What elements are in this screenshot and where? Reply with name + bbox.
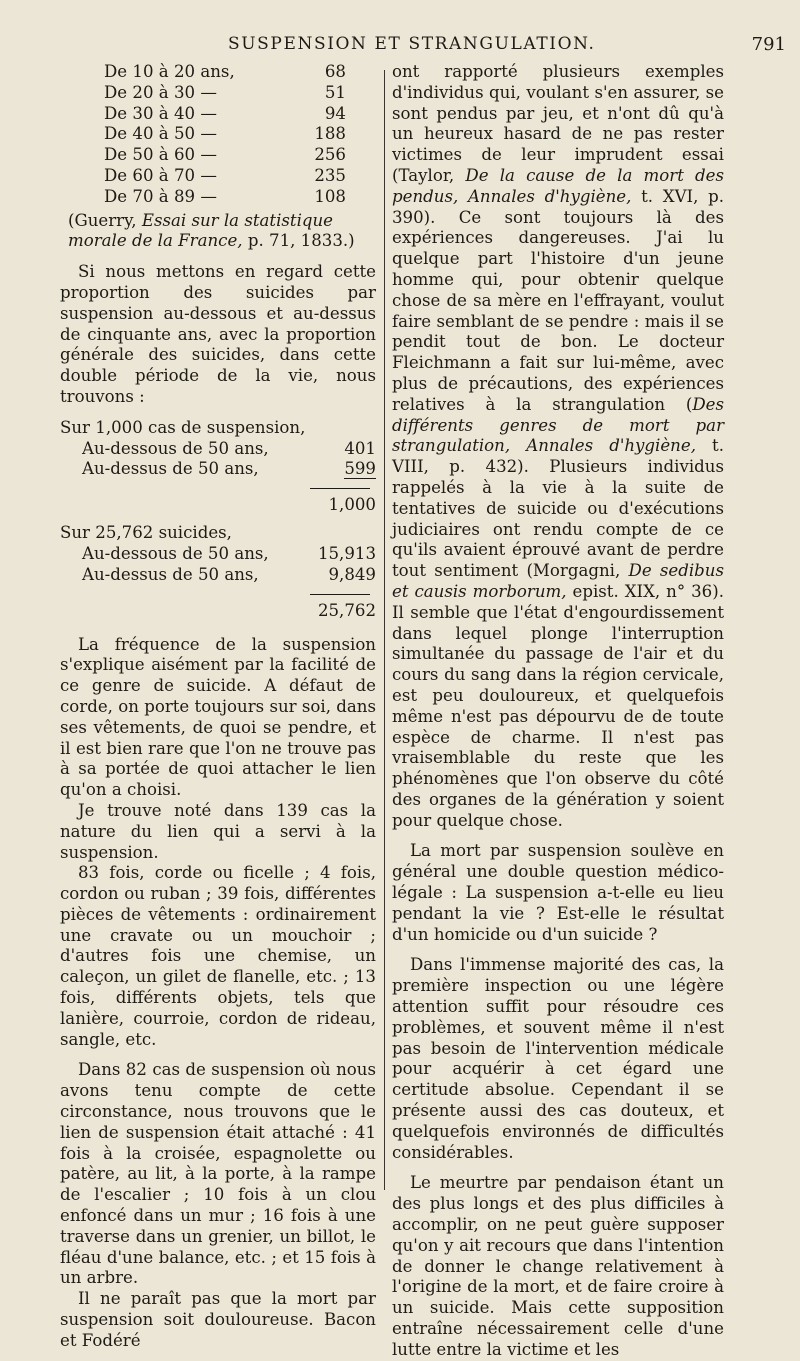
paragraph: Si nous mettons en regard cette proportion des suicides par suspension au-dessous et au-dessus de cinquante ans, avec la proportion générale des suicides, dans cette double période de la vie, nous trouvons :: [60, 262, 376, 406]
stats-suicides: [60, 523, 376, 624]
text-run: ont rapporté plusieurs exemples d'individus qui, voulant s'en assurer, se sont pendus par jeu, et n'ont dû qu'à un heureux hasard de ne pas rester victimes de leur imprudent essai (Taylor,: [392, 62, 724, 185]
running-title: SUSPENSION ET STRANGULATION.: [228, 34, 596, 54]
stats-total-row: [60, 601, 376, 625]
stats-head: [60, 418, 376, 439]
citation-ref: p. 71, 1833.): [247, 231, 355, 251]
age-row: [60, 62, 376, 83]
age-count: 235: [314, 165, 346, 185]
age-row: [60, 104, 376, 125]
age-count: 68: [324, 62, 346, 81]
stats-head: [60, 523, 376, 544]
paragraph: Dans l'immense majorité des cas, la première inspection ou une légère attention suffit pour résoudre ces problèmes, et souvent même il n'est pas besoin de l'intervention médicale pour acquérir à cet égard une certitude absolue. Cependant il se présente aussi des cas douteux, et quelquefois environnés de difficultés considérables.: [392, 955, 724, 1162]
text-run: t. XVI, p. 390). Ce sont toujours là des expériences dangereuses. J'ai lu quelque part l'histoire d'un jeune homme qui, pour obtenir quelque chose de sa mère en l'effrayant, voulut faire semblant de se pendre : mais il se pendit tout de bon. Le docteur Fleichmann a fait sur lui-même, avec plus de précautions, des expériences relatives à la strangulation (: [392, 186, 724, 414]
age-row: [60, 166, 376, 187]
age-count: 94: [324, 103, 346, 123]
stats-value: 9,849: [328, 564, 376, 584]
stats-row: [60, 565, 376, 586]
stats-label: Au-dessous de 50 ans,: [82, 543, 269, 563]
age-row: [60, 83, 376, 104]
age-count: 51: [324, 82, 346, 102]
stats-total: 25,762: [317, 600, 376, 620]
age-range: De 40 à 50 —: [104, 124, 217, 144]
stats-row: [60, 439, 376, 460]
stats-total-row: [60, 495, 376, 519]
stats-value: 401: [344, 438, 376, 458]
stats-row: [60, 459, 376, 480]
text-run: epist. XIX, n° 36). Il semble que l'état d'engourdissement dans lequel plonge l'interruption simultanée du passage de l'air et du cours du sang dans la région cervicale, est peu douloureux, et quelquefois même n'est pas dépourvu de de toute espèce de charme. Il n'est pas vraisemblable du reste que les phénomènes que l'on observe du côté des organes de la génération y soient pour quelque chose.: [392, 581, 724, 830]
stats-label: Au-dessous de 50 ans,: [82, 438, 269, 458]
paragraph: Le meurtre par pendaison étant un des plus longs et des plus difficiles à accomplir, on ne peut guère supposer qu'on y ait recours que dans l'intention de donner le change relativement à l'origine de la mort, et de faire croire à un suicide. Mais cette supposition entraîne nécessairement celle d'une lutte entre la victime et les: [392, 1173, 724, 1359]
paragraph: La fréquence de la suspension s'explique aisément par la facilité de ce genre de suicide. A défaut de corde, on porte toujours sur soi, dans ses vêtements, de quoi se pendre, et il est bien rare que l'on ne trouve pas à sa portée de quoi attacher le lien qu'on a choisi.: [60, 634, 376, 800]
age-table: [60, 62, 376, 208]
right-column: [392, 62, 724, 1361]
age-count: 188: [314, 124, 346, 144]
paragraph: [392, 62, 724, 831]
italic-title: De la cause de la mort des pendus, Annales d'hygiène,: [392, 165, 725, 206]
left-column: [60, 62, 376, 1352]
column-divider: [384, 70, 385, 1190]
age-row: [60, 187, 376, 208]
age-count: 108: [314, 186, 346, 206]
citation-author: (Guerry,: [68, 210, 137, 230]
age-row: [60, 145, 376, 166]
stats-label: Au-dessus de 50 ans,: [82, 459, 259, 479]
paragraph: La mort par suspension soulève en général une double question médico-légale : La suspension a-t-elle eu lieu pendant la vie ? Est-elle le résultat d'un homicide ou d'un suicide ?: [392, 841, 724, 944]
stats-head-label: Sur 1,000 cas de suspension,: [60, 417, 306, 437]
paragraph: Il ne paraît pas que la mort par suspension soit douloureuse. Bacon et Fodéré: [60, 1289, 376, 1350]
age-range: De 30 à 40 —: [104, 103, 217, 123]
stats-suspension: [60, 418, 376, 519]
age-range: De 20 à 30 —: [104, 82, 217, 102]
stats-label: Au-dessus de 50 ans,: [82, 564, 259, 584]
stats-value: [294, 459, 376, 480]
paragraph: Je trouve noté dans 139 cas la nature du lien qui a servi à la suspension.: [60, 800, 376, 862]
age-range: De 50 à 60 —: [104, 145, 217, 165]
italic-title: Des différents genres de mort par strangulation, Annales d'hygiène,: [392, 394, 724, 456]
age-range: De 60 à 70 —: [104, 165, 217, 185]
sum-rule: [310, 488, 370, 489]
running-head: [0, 34, 800, 58]
age-row: [60, 124, 376, 145]
paragraph: 83 fois, corde ou ficelle ; 4 fois, cordon ou ruban ; 39 fois, différentes pièces de vêtements : ordinairement une cravate ou un mouchoir ; d'autres fois une chemise, un caleçon, un gilet de flanelle, etc. ; 13 fois, différents objets, tels que lanière, courroie, cordon de rideau, sangle, etc.: [60, 863, 376, 1049]
stats-value-text: 599: [344, 459, 376, 479]
age-range: De 70 à 89 —: [104, 186, 217, 206]
age-range: De 10 à 20 ans,: [104, 62, 235, 81]
citation-work: Essai sur la statistique morale de la France,: [68, 210, 334, 251]
sum-rule: [310, 594, 370, 595]
italic-title: De sedibus et causis morborum,: [392, 561, 724, 601]
stats-total: 1,000: [328, 495, 376, 515]
paragraph: Dans 82 cas de suspension où nous avons tenu compte de cette circonstance, nous trouvons que le lien de suspension était attaché : 41 fois à la croisée, espagnolette ou patère, au lit, à la porte, à la rampe de l'escalier ; 10 fois à un clou enfoncé dans un mur ; 16 fois à une traverse dans un grenier, un billot, le fléau d'une balance, etc. ; et 15 fois à un arbre.: [60, 1060, 376, 1288]
citation: [60, 211, 376, 253]
page-number: 791: [751, 34, 786, 55]
age-count: 256: [314, 145, 346, 165]
stats-row: [60, 544, 376, 565]
stats-value: 15,913: [317, 543, 376, 563]
stats-head-label: Sur 25,762 suicides,: [60, 523, 232, 543]
text-run: t. VIII, p. 432). Plusieurs individus rappelés à la vie à la suite de tentatives de suicide ou d'exécutions judiciaires ont rendu compte de ce qu'ils avaient éprouvé avant de perdre tout sentiment (Morgagni,: [392, 436, 724, 581]
